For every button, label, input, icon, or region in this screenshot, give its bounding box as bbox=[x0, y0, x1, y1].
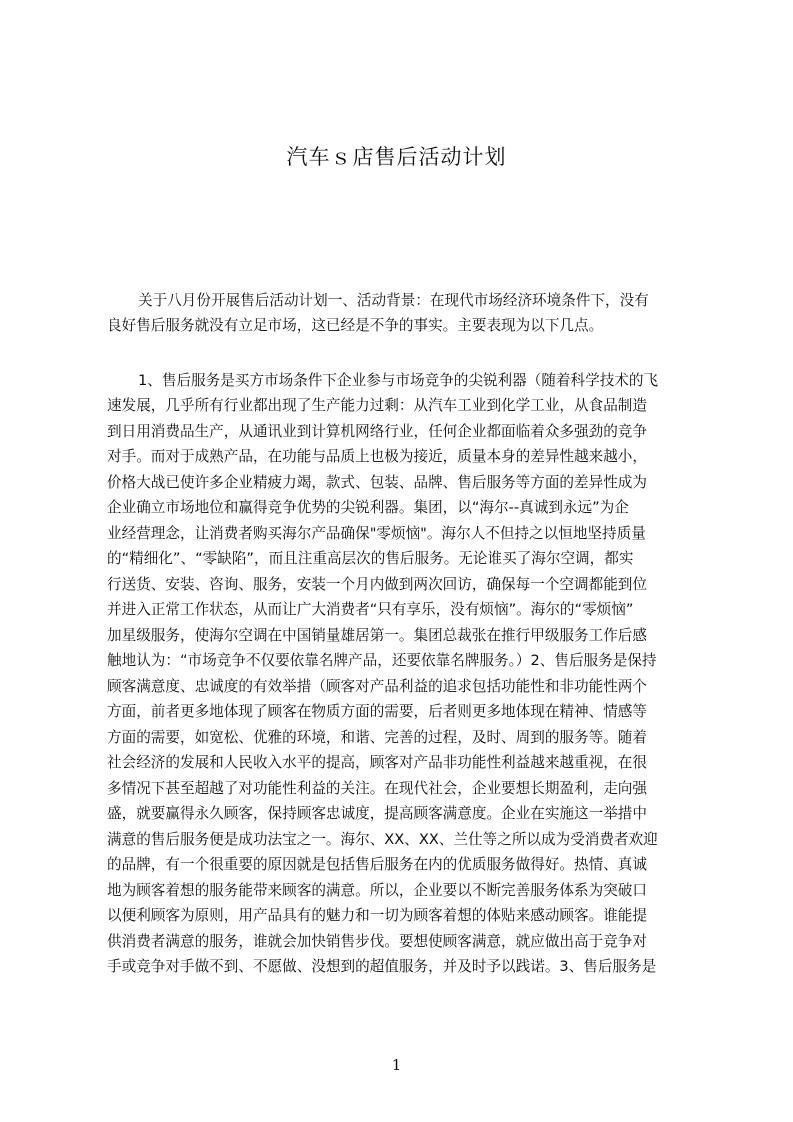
text-line: 到日用消费品生产，从通讯业到计算机网络行业，任何企业都面临着众多强劲的竞争 bbox=[107, 423, 647, 440]
text-line: 对手。而对于成熟产品，在功能与品质上也极为接近，质量本身的差异性越来越小， bbox=[107, 448, 647, 465]
text-line: 顾客满意度、忠诚度的有效举措（顾客对产品利益的追求包括功能性和非功能性两个 bbox=[107, 678, 647, 695]
text-line: 企业确立市场地位和赢得竞争优势的尖锐利器。集团，以“海尔--真诚到永远”为企 bbox=[107, 499, 629, 516]
text-line: 价格大战已使许多企业精疲力竭，款式、包装、品牌、售后服务等方面的差异性成为 bbox=[107, 474, 647, 491]
page-number: 1 bbox=[391, 1056, 402, 1074]
text-line: 多情况下甚至超越了对功能性利益的关注。在现代社会，企业要想长期盈利，走向强 bbox=[107, 780, 647, 797]
text-line: 地为顾客着想的服务能带来顾客的满意。所以，企业要以不断完善服务体系为突破口 bbox=[107, 882, 647, 899]
text-line: 关于八月份开展售后活动计划一、活动背景：在现代市场经济环境条件下，没有 bbox=[138, 292, 649, 309]
text-line: 社会经济的发展和人民收入水平的提高，顾客对产品非功能性利益越来越重视，在很 bbox=[107, 754, 647, 771]
text-line: 加星级服务，使海尔空调在中国销量雄居第一。集团总裁张在推行甲级服务工作后感 bbox=[107, 627, 647, 644]
text-line: 以便利顾客为原则，用产品具有的魅力和一切为顾客着想的体贴来感动顾客。谁能提 bbox=[107, 907, 647, 924]
text-line: 并进入正常工作状态，从而让广大消费者“只有享乐，没有烦恼”。海尔的“零烦恼” bbox=[107, 601, 634, 618]
text-line: 供消费者满意的服务，谁就会加快销售步伐。要想使顾客满意，就应做出高于竞争对 bbox=[107, 933, 647, 950]
text-line: 的“精细化”、“零缺陷”，而且注重高层次的售后服务。无论谁买了海尔空调，都实 bbox=[107, 550, 634, 567]
text-line: 方面的需要，如宽松、优雅的环境，和谐、完善的过程，及时、周到的服务等。随着 bbox=[107, 729, 647, 746]
document-title: 汽车ｓ店售后活动计划 bbox=[286, 145, 507, 169]
text-line: 盛，就要赢得永久顾客，保持顾客忠诚度，提高顾客满意度。企业在实施这一举措中 bbox=[107, 805, 647, 822]
text-line: 方面，前者更多地体现了顾客在物质方面的需要，后者则更多地体现在精神、情感等 bbox=[107, 703, 647, 720]
text-line: 满意的售后服务便是成功法宝之一。海尔、XX、XX、兰仕等之所以成为受消费者欢迎 bbox=[107, 831, 658, 848]
text-line: 的品牌，有一个很重要的原因就是包括售后服务在内的优质服务做得好。热情、真诚 bbox=[107, 856, 647, 873]
text-line: 速发展，几乎所有行业都出现了生产能力过剩：从汽车工业到化学工业，从食品制造 bbox=[107, 397, 647, 414]
text-line: 1、售后服务是买方市场条件下企业参与市场竞争的尖锐利器（随着科学技术的飞 bbox=[138, 372, 659, 389]
text-line: 良好售后服务就没有立足市场，这已经是不争的事实。主要表现为以下几点。 bbox=[107, 317, 604, 334]
text-line: 手或竞争对手做不到、不愿做、没想到的超值服务，并及时予以践诺。3、售后服务是 bbox=[107, 958, 657, 975]
text-line: 触地认为：“市场竞争不仅要依靠名牌产品，还要依靠名牌服务。）2、售后服务是保持 bbox=[107, 652, 657, 669]
text-line: 业经营理念，让消费者购买海尔产品确保"零烦恼"。海尔人不但持之以恒地坚持质量 bbox=[107, 525, 646, 542]
text-line: 行送货、安装、咨询、服务，安装一个月内做到两次回访，确保每一个空调都能到位 bbox=[107, 576, 647, 593]
